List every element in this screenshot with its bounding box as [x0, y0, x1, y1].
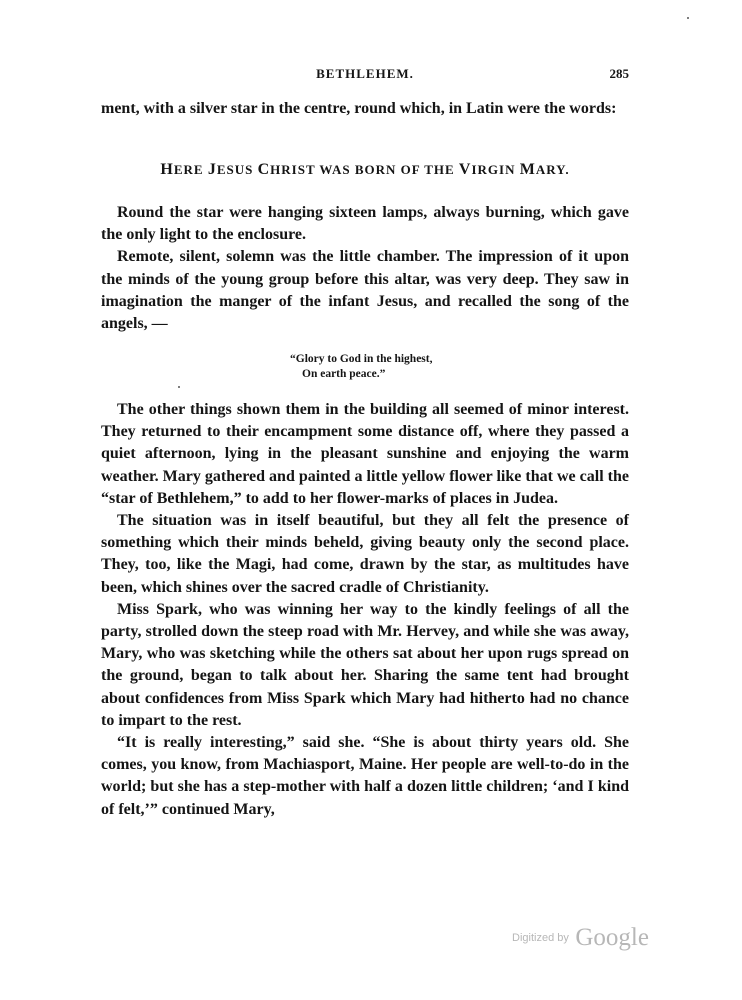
paragraph-1: [101, 98, 629, 120]
digitized-watermark: [512, 924, 649, 952]
verse-quote: [290, 352, 432, 382]
paragraph-text: The other things shown them in the building all seemed of minor interest. They returned to their encampment some distance off, where they passed a quiet afternoon, lying in the pleasant sunshine and enjoying the warm weather. Mary gathered and painted a little yellow flower like that we call the “star of Bethlehem,” to add to her flower-marks of places in Judea.: [101, 401, 629, 507]
paragraph-main: [101, 399, 629, 821]
paragraph-text: Miss Spark, who was winning her way to the kindly feelings of all the party, strolled down the steep road with Mr. Hervey, and while she was away, Mary, who was sketching while the others sat about her upon rugs spread on the ground, began to talk about her. Sharing the same tent had brought about confidences from Miss Spark which Mary had hitherto had no chance to impart to the rest.: [101, 600, 629, 729]
running-head: BETHLEHEM.: [316, 66, 414, 81]
paragraph-text: The situation was in itself beautiful, but they all felt the presence of something which their minds beheld, giving beauty only the second place. They, too, like the Magi, had come, drawn by the star, as multitudes have been, which shines over the sacred cradle of Christianity.: [101, 512, 629, 596]
page-header: [101, 66, 629, 86]
inscription: HERE JESUS CHRIST WAS BORN OF THE VIRGIN MARY.: [160, 161, 570, 178]
page-number: 285: [609, 66, 629, 81]
google-logo: Google: [575, 924, 649, 951]
paragraph-text: Round the star were hanging sixteen lamps, always burning, which gave the only light to the enclosure.: [101, 204, 629, 244]
paragraph-text: ment, with a silver star in the centre, round which, in Latin were the words:: [101, 100, 617, 117]
paragraph-text: “It is really interesting,” said she. “She is about thirty years old. She comes, you know, from Machiasport, Maine. Her people are well-to-do in the world; but she has a step-mother with half a dozen little children; ‘and I kind of felt,’” continued Mary,: [101, 734, 629, 818]
verse-line-1: “Glory to God in the highest,: [290, 353, 433, 365]
paragraph-2: [101, 202, 629, 335]
print-speck: [687, 17, 689, 19]
print-speck: [178, 386, 180, 388]
paragraph-text: Remote, silent, solemn was the little chamber. The impression of it upon the minds of the young group before this altar, was very deep. They saw in imagination the manger of the infant Jesus, and recalled the song of the angels, —: [101, 248, 629, 333]
verse-line-2: On earth peace.”: [302, 368, 386, 380]
watermark-prefix: Digitized by: [512, 932, 569, 944]
